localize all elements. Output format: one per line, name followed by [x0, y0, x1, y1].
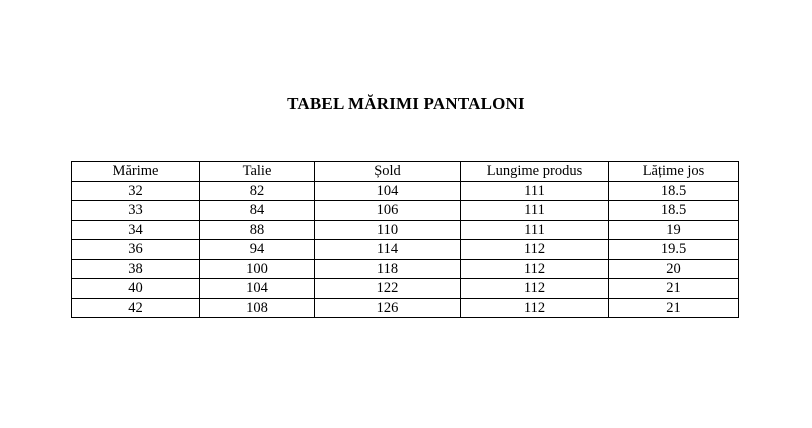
cell-hip: 114 [315, 240, 461, 260]
header-waist: Talie [200, 162, 315, 182]
cell-size: 32 [72, 181, 200, 201]
cell-length: 112 [461, 259, 609, 279]
cell-bottom-width: 21 [609, 298, 739, 318]
cell-bottom-width: 19 [609, 220, 739, 240]
table-row [72, 240, 739, 260]
cell-waist: 94 [200, 240, 315, 260]
header-length: Lungime produs [461, 162, 609, 182]
cell-length: 111 [461, 181, 609, 201]
cell-waist: 104 [200, 279, 315, 299]
table-row [72, 279, 739, 299]
cell-hip: 104 [315, 181, 461, 201]
cell-hip: 106 [315, 201, 461, 221]
cell-hip: 110 [315, 220, 461, 240]
cell-size: 33 [72, 201, 200, 221]
cell-length: 112 [461, 240, 609, 260]
cell-bottom-width: 19.5 [609, 240, 739, 260]
cell-length: 111 [461, 201, 609, 221]
cell-size: 36 [72, 240, 200, 260]
cell-size: 34 [72, 220, 200, 240]
cell-bottom-width: 18.5 [609, 181, 739, 201]
cell-waist: 108 [200, 298, 315, 318]
cell-bottom-width: 18.5 [609, 201, 739, 221]
table-row [72, 298, 739, 318]
table-row [72, 259, 739, 279]
cell-size: 38 [72, 259, 200, 279]
table-row [72, 220, 739, 240]
cell-size: 40 [72, 279, 200, 299]
cell-waist: 82 [200, 181, 315, 201]
cell-length: 111 [461, 220, 609, 240]
cell-hip: 126 [315, 298, 461, 318]
cell-hip: 122 [315, 279, 461, 299]
cell-length: 112 [461, 298, 609, 318]
cell-bottom-width: 21 [609, 279, 739, 299]
cell-waist: 84 [200, 201, 315, 221]
size-table [71, 161, 739, 318]
cell-waist: 88 [200, 220, 315, 240]
cell-bottom-width: 20 [609, 259, 739, 279]
header-hip: Șold [315, 162, 461, 182]
header-size: Mărime [72, 162, 200, 182]
cell-length: 112 [461, 279, 609, 299]
table-row [72, 201, 739, 221]
cell-waist: 100 [200, 259, 315, 279]
table-row [72, 181, 739, 201]
document-title: TABEL MĂRIMI PANTALONI [287, 94, 525, 113]
cell-hip: 118 [315, 259, 461, 279]
header-bottom-width: Lățime jos [609, 162, 739, 182]
table-header-row [72, 162, 739, 182]
cell-size: 42 [72, 298, 200, 318]
